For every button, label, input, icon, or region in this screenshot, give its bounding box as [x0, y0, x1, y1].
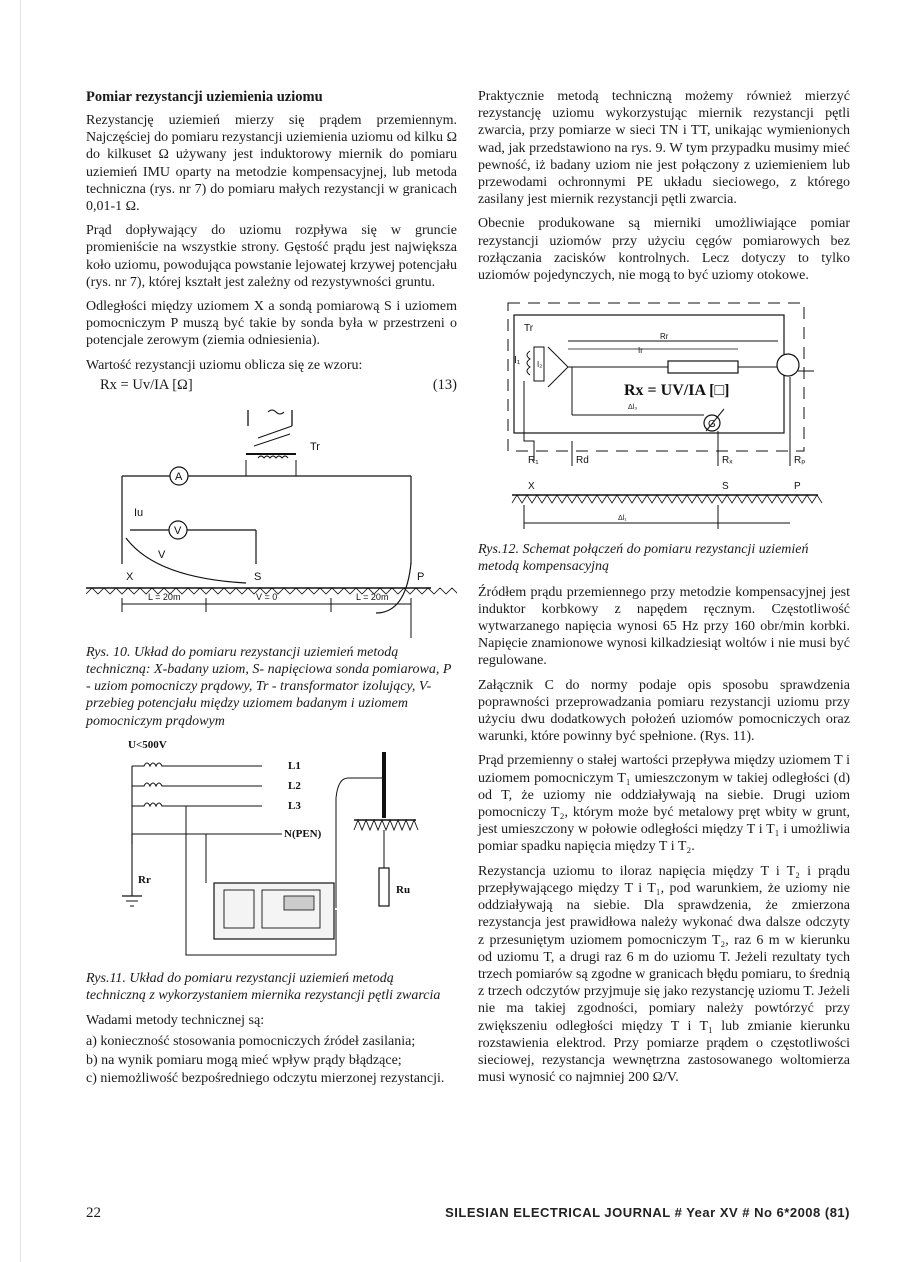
formula-text: Rx = Uv/IA [Ω] [100, 376, 193, 393]
figure-10-caption: Rys. 10. Układ do pomiaru rezystancji uziemień metodą techniczną: X-badany uziom, S- napięciowa sonda pomiarowa, P - uziom pomocniczy prądowy, Tr - transformator izolujący, V-przebieg potencjału między uziomem badanym i uziomem pomocniczym prądowym [86, 644, 452, 729]
fig12-p: P [794, 481, 801, 493]
paragraph: Źródłem prądu przemiennego przy metodzie kompensacyjnej jest induktor korbkowy z napędem ręcznym. Częstotliwość wytwarzanego napięcia wynosi 65 Hz przy 160 obr/min korbki. Napięcie znamionowe wynosi kilkadziesiąt woltów i nie musi być regulowane. [478, 584, 850, 669]
fig12-r1: R₁ [528, 455, 539, 467]
page-number: 22 [86, 1205, 101, 1221]
left-column [86, 88, 457, 1088]
paragraph: Prąd przemienny o stałej wartości przepływa między uziomem T i uziomem pomocniczym T₁ umieszczonym w takiej odległości (d) od T, że uziomy nie oddziaływają na siebie. Drugi uziom pomocniczy T₂, którym może być metalowy pręt wbity w grunt, jest umieszczony w połowie odległości między T i T₁ i umożliwia pomiar spadku napięcia między T i T₂. [478, 753, 850, 855]
paragraph: Załącznik C do normy podaje opis sposobu sprawdzenia poprawności przeprowadzania pomiaru rezystancji uziomu przy użyciu dwu dodatkowych położeń uziomów pomocniczych oraz warunki, które powinny być spełnione. (Rys. 11). [478, 677, 850, 745]
fig10-label-s: S [254, 570, 262, 583]
fig10-dim-l2: L = 20m [356, 591, 389, 602]
formula-13 [100, 377, 457, 394]
journal-footer: SILESIAN ELECTRICAL JOURNAL # Year XV # No 6*2008 (81) [445, 1205, 850, 1220]
fig10-label-p: P [417, 570, 425, 583]
fig11-l1: L1 [288, 759, 301, 772]
list-item: a) konieczność stosowania pomocniczych źródeł zasilania; [86, 1034, 416, 1050]
paragraph: Wadami metody technicznej są: [86, 1013, 265, 1029]
fig11-l3: L3 [288, 799, 301, 812]
scan-margin-line [20, 0, 21, 1262]
fig11-voltage: U<500V [128, 738, 167, 751]
fig11-npen: N(PEN) [284, 827, 322, 840]
section-heading: Pomiar rezystancji uziemienia uziomu [86, 89, 323, 105]
paragraph: Prąd dopływający do uziomu rozpływa się w gruncie promieniście na wszystkie strony. Gęstość prądu jest największa koło uziomu, powodująca powstanie lejowatej krzywej potencjału (rys. nr 7), której kształt jest zależny od rezystywności gruntu. [86, 223, 457, 290]
figure-12-diagram [478, 291, 850, 541]
figure-11-caption: Rys.11. Układ do pomiaru rezystancji uziemień metodą techniczną z wykorzystaniem miernika rezystancji pętli zwarcia [86, 970, 441, 1004]
paragraph: Rezystancję uziemień mierzy się prądem przemiennym. Najczęściej do pomiaru rezystancji uziemienia uziomu od kilku Ω do kilkuset Ω używany jest induktorowy miernik do pomiaru uziemień IMU oparty na metodzie kompensacyjnej, lub metoda techniczna (rys. nr 7) do pomiaru małych rezystancji w granicach 0,01-1 Ω. [86, 113, 457, 215]
fig10-voltmeter: V [174, 524, 182, 537]
fig11-l2: L2 [288, 779, 301, 792]
fig12-rk: Rₓ [722, 455, 733, 467]
fig10-label-iu: Iu [134, 506, 144, 519]
formula-number: (13) [432, 376, 457, 393]
paragraph: Obecnie produkowane są mierniki umożliwiające pomiar rezystancji uziomów przy użyciu cęgów pomiarowych bez rozłączania zacisków kontrolnych. Lecz dotyczy to tylko uziomów pojedynczych, nie mogą to być uziomy otokowe. [478, 216, 850, 284]
fig12-rr: Rr [660, 332, 669, 342]
fig12-s: S [722, 481, 729, 493]
fig12-x: X [528, 481, 535, 493]
fig12-bottom-dim: Δl₁ [618, 515, 627, 523]
paragraph: Praktycznie metodą techniczną możemy również mierzyć rezystancję uziomu wykorzystując miernik rezystancji pętli zwarcia, przy pomiarze w sieci TN i TT, unikając wymienionych wad, jak przedstawiono na rys. 9. W tym przypadku musimy mieć pewność, iż badany uziom nie jest połączony z uziemieniem lub przewodami ochronnymi PE układu sieciowego, z którego zasilany jest miernik rezystancji pętli zwarcia. [478, 89, 850, 208]
fig10-label-x: X [126, 570, 134, 583]
fig12-formula: Rx = UV/IA [□] [624, 382, 730, 400]
paragraph: Rezystancja uziomu to iloraz napięcia między T i T₂ i prądu przepływającego między T i T₁, pod warunkiem, że uziomy nie oddziaływają na siebie. Dla sprawdzenia, że zmierzona rezystancja jest prawidłowa należy wykonać dwa dalsze odczyty z przesuniętym uziomem pomocniczym T₂, raz 6 m w kierunku od uziomu T, a drugi raz 6 m do uziomu T. Jeżeli rezultaty tych trzech pomiarów są zgodne w granicach błędu pomiaru, to średnią z trzech odczytów przyjmuje się jako rezystancję uziomu T. Jeżeli nie ma takiej zgodności, pomiary należy powtórzyć przy zwiększeniu odległości między T i T₁ lub zmianie kierunku rozstawienia elektrod. Przy pomiarze prądem o częstotliwości sieciowej, rezystancja wewnętrzna zastosowanego woltomierza musi wynosić co najmniej 200 Ω/V. [478, 863, 850, 1086]
fig10-ammeter: A [175, 470, 183, 483]
fig10-dim-v0: V = 0 [256, 591, 278, 602]
fig12-rd: Rd [576, 455, 589, 467]
figure-11-diagram [86, 738, 457, 970]
figure-12-caption: Rys.12. Schemat połączeń do pomiaru rezystancji uziemień metodą kompensacyjną [478, 542, 809, 575]
fig11-rr: Rr [138, 873, 151, 886]
list-item: b) na wynik pomiaru mogą mieć wpływ prądy błądzące; [86, 1052, 402, 1068]
fig12-galvanometer: G [708, 419, 716, 431]
fig10-label-v-curve: V [158, 548, 166, 561]
fig12-i1: I₁ [514, 355, 521, 367]
fig10-label-tr: Tr [310, 440, 320, 453]
disadvantages-list [86, 1033, 457, 1087]
fig12-i2: I₂ [537, 360, 543, 370]
fig10-dim-l1: L = 20m [148, 591, 181, 602]
figure-10-diagram [86, 398, 457, 644]
fig12-tr: Tr [524, 323, 534, 335]
fig12-rp: Rₚ [794, 455, 806, 467]
fig11-ru: Ru [396, 883, 411, 896]
list-item: c) niemożliwość bezpośredniego odczytu mierzonej rezystancji. [86, 1070, 445, 1086]
paragraph: Wartość rezystancji uziomu oblicza się ze wzoru: [86, 357, 363, 373]
paragraph: Odległości między uziomem X a sondą pomiarową S i uziomem pomocniczym P muszą być takie by sonda była w przestrzeni o potencjale zerowym (ziemia odniesienia). [86, 299, 457, 349]
fig12-delta: Δl₃ [628, 404, 638, 412]
right-column [478, 88, 850, 1093]
fig12-ir: Ir [638, 346, 643, 356]
